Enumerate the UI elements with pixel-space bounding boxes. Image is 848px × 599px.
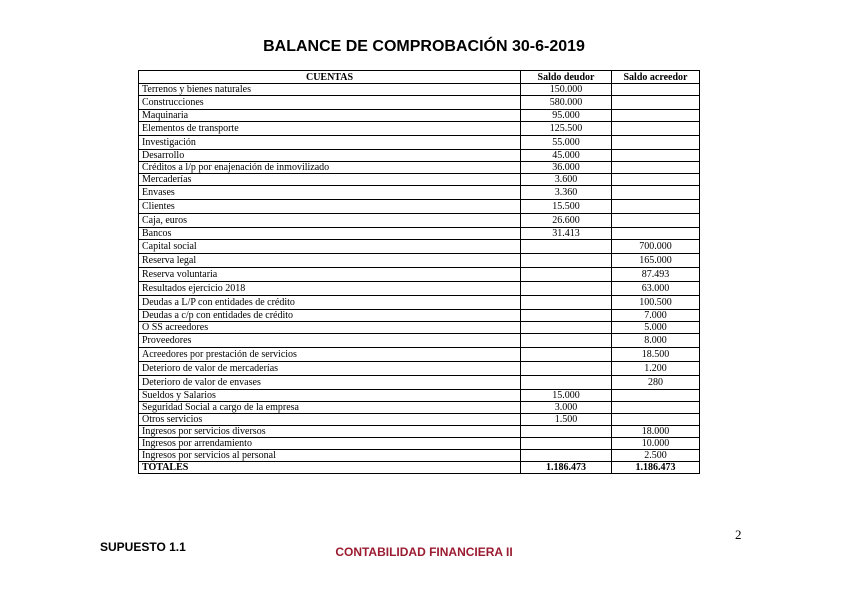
cuenta-cell: Ingresos por servicios diversos: [139, 426, 521, 438]
saldo-acreedor-cell: [612, 414, 700, 426]
saldo-acreedor-cell: [612, 200, 700, 214]
saldo-deudor-cell: [521, 426, 612, 438]
saldo-deudor-cell: [521, 450, 612, 462]
saldo-deudor-cell: 150.000: [521, 84, 612, 96]
cuenta-cell: Seguridad Social a cargo de la empresa: [139, 402, 521, 414]
saldo-acreedor-cell: [612, 84, 700, 96]
saldo-deudor-cell: [521, 362, 612, 376]
totals-deudor: 1.186.473: [521, 462, 612, 474]
table-row: [139, 282, 700, 296]
cuenta-cell: Deudas a L/P con entidades de crédito: [139, 296, 521, 310]
table-row: [139, 310, 700, 322]
cuenta-cell: Caja, euros: [139, 214, 521, 228]
cuenta-cell: Ingresos por arrendamiento: [139, 438, 521, 450]
saldo-deudor-cell: 3.360: [521, 186, 612, 200]
saldo-deudor-cell: 36.000: [521, 162, 612, 174]
saldo-acreedor-cell: [612, 390, 700, 402]
table-row: [139, 150, 700, 162]
page-number: 2: [735, 527, 742, 542]
saldo-acreedor-cell: [612, 228, 700, 240]
table-header-row: [139, 71, 700, 84]
saldo-acreedor-cell: [612, 186, 700, 200]
saldo-acreedor-cell: [612, 136, 700, 150]
cuenta-cell: Maquinaria: [139, 110, 521, 122]
cuenta-cell: Mercaderías: [139, 174, 521, 186]
table-row: [139, 200, 700, 214]
saldo-deudor-cell: 15.500: [521, 200, 612, 214]
table-row: [139, 214, 700, 228]
saldo-deudor-cell: 580.000: [521, 96, 612, 110]
saldo-acreedor-cell: 10.000: [612, 438, 700, 450]
header-cuentas: CUENTAS: [139, 71, 521, 84]
table-row: [139, 162, 700, 174]
saldo-deudor-cell: 1.500: [521, 414, 612, 426]
saldo-acreedor-cell: [612, 214, 700, 228]
saldo-acreedor-cell: [612, 402, 700, 414]
saldo-deudor-cell: [521, 240, 612, 254]
saldo-deudor-cell: [521, 438, 612, 450]
saldo-acreedor-cell: [612, 96, 700, 110]
saldo-deudor-cell: [521, 296, 612, 310]
totals-label: TOTALES: [139, 462, 521, 474]
cuenta-cell: Deudas a c/p con entidades de crédito: [139, 310, 521, 322]
totals-acreedor: 1.186.473: [612, 462, 700, 474]
saldo-deudor-cell: [521, 268, 612, 282]
cuenta-cell: Capital social: [139, 240, 521, 254]
saldo-acreedor-cell: 2.500: [612, 450, 700, 462]
course-title: CONTABILIDAD FINANCIERA II: [335, 545, 513, 559]
cuenta-cell: Bancos: [139, 228, 521, 240]
saldo-deudor-cell: [521, 376, 612, 390]
cuenta-cell: Clientes: [139, 200, 521, 214]
header-saldo-acreedor: Saldo acreedor: [612, 71, 700, 84]
totals-row: [139, 462, 700, 474]
saldo-deudor-cell: 55.000: [521, 136, 612, 150]
saldo-acreedor-cell: [612, 150, 700, 162]
saldo-acreedor-cell: [612, 174, 700, 186]
saldo-acreedor-cell: [612, 162, 700, 174]
cuenta-cell: Resultados ejercicio 2018: [139, 282, 521, 296]
saldo-deudor-cell: 125.500: [521, 122, 612, 136]
table-row: [139, 390, 700, 402]
cuenta-cell: Deterioro de valor de mercaderías: [139, 362, 521, 376]
cuenta-cell: Construcciones: [139, 96, 521, 110]
cuenta-cell: Créditos a l/p por enajenación de inmovilizado: [139, 162, 521, 174]
table-row: [139, 110, 700, 122]
table-row: [139, 186, 700, 200]
cuenta-cell: O SS acreedores: [139, 322, 521, 334]
saldo-acreedor-cell: 7.000: [612, 310, 700, 322]
table-row: [139, 174, 700, 186]
table-row: [139, 334, 700, 348]
saldo-acreedor-cell: [612, 122, 700, 136]
cuenta-cell: Otros servicios: [139, 414, 521, 426]
saldo-deudor-cell: 15.000: [521, 390, 612, 402]
saldo-deudor-cell: [521, 282, 612, 296]
saldo-acreedor-cell: 1.200: [612, 362, 700, 376]
saldo-deudor-cell: 45.000: [521, 150, 612, 162]
saldo-deudor-cell: [521, 310, 612, 322]
saldo-acreedor-cell: 18.500: [612, 348, 700, 362]
table-row: [139, 438, 700, 450]
saldo-deudor-cell: 3.600: [521, 174, 612, 186]
cuenta-cell: Reserva legal: [139, 254, 521, 268]
cuenta-cell: Terrenos y bienes naturales: [139, 84, 521, 96]
saldo-deudor-cell: 3.000: [521, 402, 612, 414]
table-row: [139, 376, 700, 390]
cuenta-cell: Acreedores por prestación de servicios: [139, 348, 521, 362]
saldo-deudor-cell: [521, 322, 612, 334]
saldo-deudor-cell: [521, 254, 612, 268]
cuenta-cell: Reserva voluntaria: [139, 268, 521, 282]
table-row: [139, 348, 700, 362]
cuenta-cell: Investigación: [139, 136, 521, 150]
table-row: [139, 414, 700, 426]
saldo-acreedor-cell: 700.000: [612, 240, 700, 254]
saldo-deudor-cell: [521, 348, 612, 362]
saldo-acreedor-cell: 280: [612, 376, 700, 390]
table-row: [139, 84, 700, 96]
cuenta-cell: Deterioro de valor de envases: [139, 376, 521, 390]
saldo-deudor-cell: 95.000: [521, 110, 612, 122]
saldo-acreedor-cell: 165.000: [612, 254, 700, 268]
supuesto-label: SUPUESTO 1.1: [100, 540, 186, 554]
cuenta-cell: Desarrollo: [139, 150, 521, 162]
saldo-acreedor-cell: [612, 110, 700, 122]
saldo-deudor-cell: 31.413: [521, 228, 612, 240]
saldo-deudor-cell: 26.600: [521, 214, 612, 228]
saldo-acreedor-cell: 18.000: [612, 426, 700, 438]
header-saldo-deudor: Saldo deudor: [521, 71, 612, 84]
table-row: [139, 402, 700, 414]
cuenta-cell: Elementos de transporte: [139, 122, 521, 136]
table-row: [139, 450, 700, 462]
page-title: BALANCE DE COMPROBACIÓN 30-6-2019: [263, 38, 585, 55]
table-row: [139, 96, 700, 110]
saldo-acreedor-cell: 5.000: [612, 322, 700, 334]
saldo-acreedor-cell: 63.000: [612, 282, 700, 296]
table-row: [139, 268, 700, 282]
table-row: [139, 426, 700, 438]
table-row: [139, 296, 700, 310]
table-row: [139, 240, 700, 254]
table-row: [139, 228, 700, 240]
saldo-acreedor-cell: 87.493: [612, 268, 700, 282]
table-row: [139, 322, 700, 334]
saldo-acreedor-cell: 8.000: [612, 334, 700, 348]
table-row: [139, 254, 700, 268]
table-row: [139, 122, 700, 136]
cuenta-cell: Proveedores: [139, 334, 521, 348]
saldo-acreedor-cell: 100.500: [612, 296, 700, 310]
saldo-deudor-cell: [521, 334, 612, 348]
cuenta-cell: Envases: [139, 186, 521, 200]
cuenta-cell: Ingresos por servicios al personal: [139, 450, 521, 462]
table-row: [139, 136, 700, 150]
cuenta-cell: Sueldos y Salarios: [139, 390, 521, 402]
trial-balance-table: [138, 70, 700, 474]
table-row: [139, 362, 700, 376]
